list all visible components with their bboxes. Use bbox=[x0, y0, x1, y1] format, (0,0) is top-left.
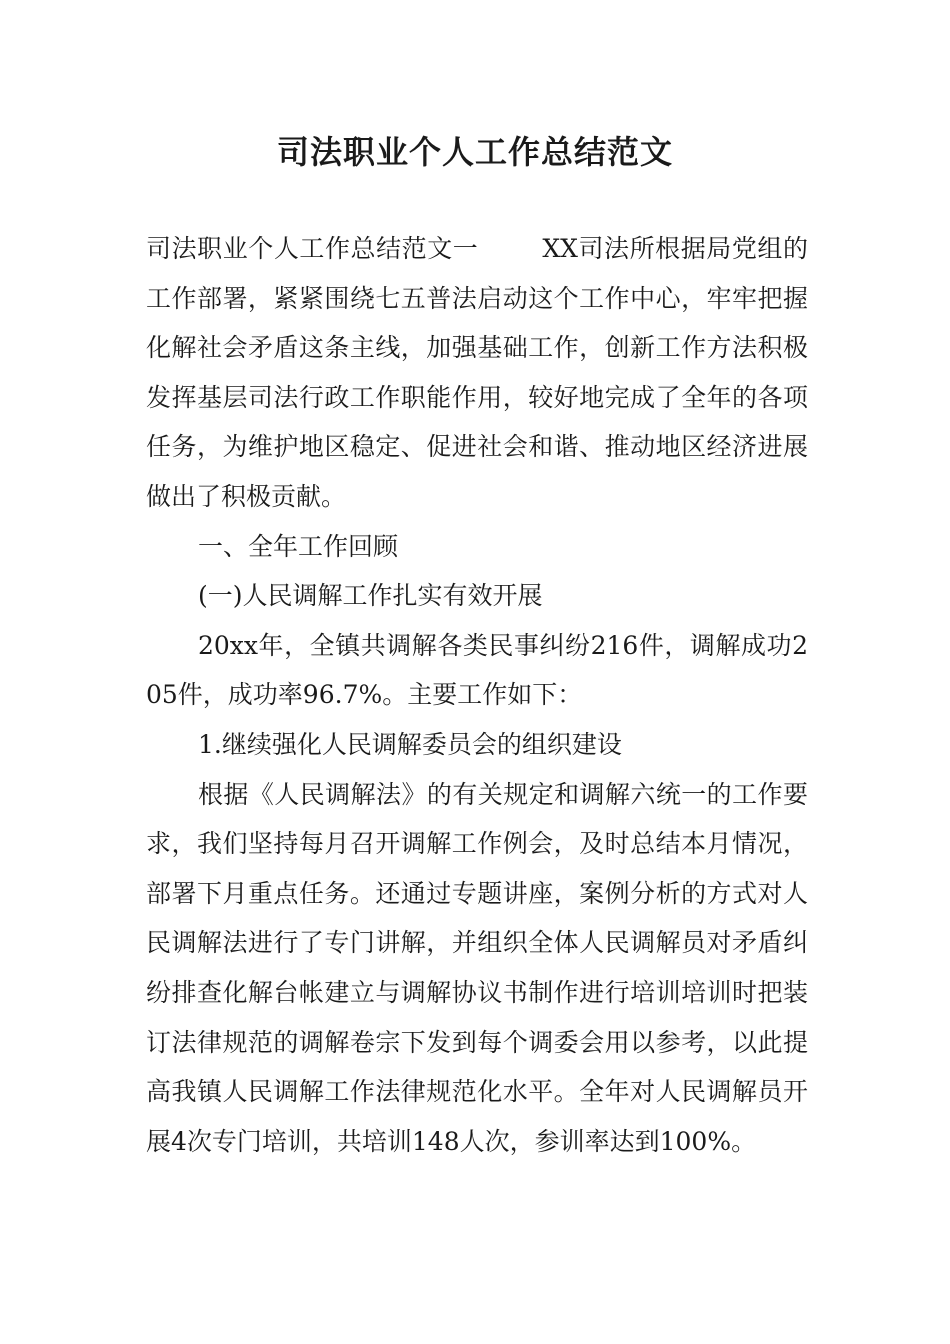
subsection-heading-mediation: (一)人民调解工作扎实有效开展 bbox=[198, 581, 543, 611]
paragraph-training: 根据《人民调解法》的有关规定和调解六统一的工作要求，我们坚持每月召开调解工作例会，及时总结本月情况，部署下月重点任务。还通过专题讲座，案例分析的方式对人民调解法进行了专门讲解，并组织全体人民调解员对矛盾纠纷排查化解台帐建立与调解协议书制作进行培训培训时把装订法律规范的调解卷宗下发到每个调委会用以参考，以此提高我镇人民调解工作法律规范化水平。全年对人民调解员开展4次专门培训，共培训148人次，参训率达到100%。 bbox=[146, 779, 808, 1156]
section-heading-annual-review: 一、全年工作回顾 bbox=[198, 531, 399, 561]
document-body bbox=[146, 224, 808, 1166]
paragraph-intro-text: XX司法所根据局党组的工作部署，紧紧围绕七五普法启动这个工作中心，牢牢把握化解社会矛盾这条主线，加强基础工作，创新工作方法积极发挥基层司法行政工作职能作用，较好地完成了全年的各项任务，为维护地区稳定、促进社会和谐、推动地区经济进展做出了积极贡献。 bbox=[146, 234, 808, 511]
paragraph-mediation-stats: 20xx年，全镇共调解各类民事纠纷216件，调解成功205件，成功率96.7%。主要工作如下： bbox=[146, 630, 808, 710]
paragraph-intro-lead: 司法职业个人工作总结范文一 bbox=[146, 234, 479, 263]
item-heading-organization: 1.继续强化人民调解委员会的组织建设 bbox=[198, 729, 622, 759]
document-title: 司法职业个人工作总结范文 bbox=[276, 133, 673, 171]
paragraph-intro bbox=[146, 224, 808, 522]
